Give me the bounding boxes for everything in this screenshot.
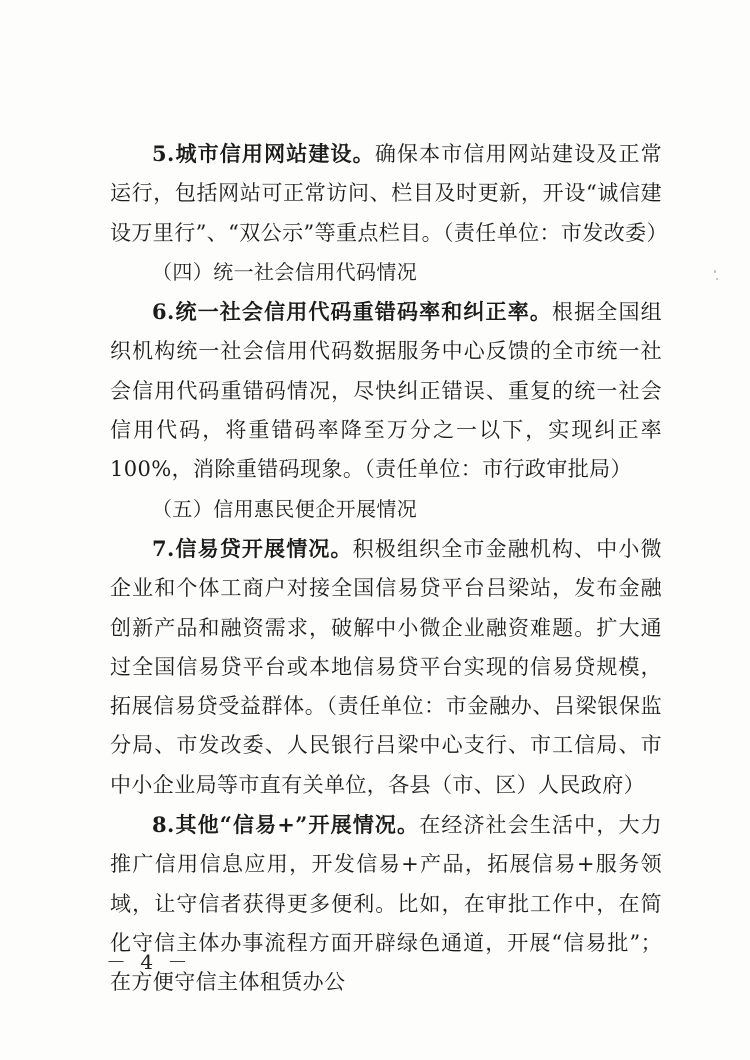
section-heading-5: （五）信用惠民便企开展情况 (152, 496, 418, 521)
item-body: 在经济社会生活中，大力推广信用信息应用，开发信易+产品，拓展信易+服务领域，让守信者获得更多便利。比如，在审批工作中，在简化守信主体办事流程方面开辟绿色通道，开展“信易批”；在方便守信主体租赁办公 (110, 813, 663, 995)
item-body: 根据全国组织机构统一社会信用代码数据服务中心反馈的全市统一社会信用代码重错码情况，尽快纠正错误、重复的统一社会信用代码，将重错码率降至万分之一以下，实现纠正率 100%，消除重错码现象。（责任单位：市行政审批局） (110, 300, 662, 482)
scan-speck (716, 278, 718, 280)
item-heading: 8.其他“信易+”开展情况。 (152, 812, 420, 838)
paragraph-item-5 (110, 134, 668, 253)
paragraph-item-6 (110, 292, 662, 489)
paragraph-item-7 (110, 529, 662, 805)
section-heading-4: （四）统一社会信用代码情况 (152, 259, 418, 284)
document-body (110, 134, 668, 1003)
item-body: 确保本市信用网站建设及正常运行，包括网站可正常访问、栏目及时更新，开设“诚信建设万里行”、“双公示”等重点栏目。（责任单位：市发改委） (110, 142, 668, 245)
item-heading: 6.统一社会信用代码重错码率和纠正率。 (152, 299, 552, 325)
page-number: － 4 － (106, 950, 192, 974)
scan-speck (714, 270, 716, 273)
item-body: 积极组织全市金融机构、中小微企业和个体工商户对接全国信易贷平台吕梁站，发布金融创新产品和融资需求，破解中小微企业融资难题。扩大通过全国信易贷平台或本地信易贷平台实现的信易贷规模，拓展信易贷受益群体。（责任单位：市金融办、吕梁银保监分局、市发改委、人民银行吕梁中心支行、市工信局、市中小企业局等市直有关单位，各县（市、区）人民政府） (110, 536, 662, 797)
paragraph-item-8 (110, 805, 662, 1002)
item-heading: 7.信易贷开展情况。 (152, 535, 353, 561)
item-heading: 5.城市信用网站建设。 (152, 141, 375, 166)
